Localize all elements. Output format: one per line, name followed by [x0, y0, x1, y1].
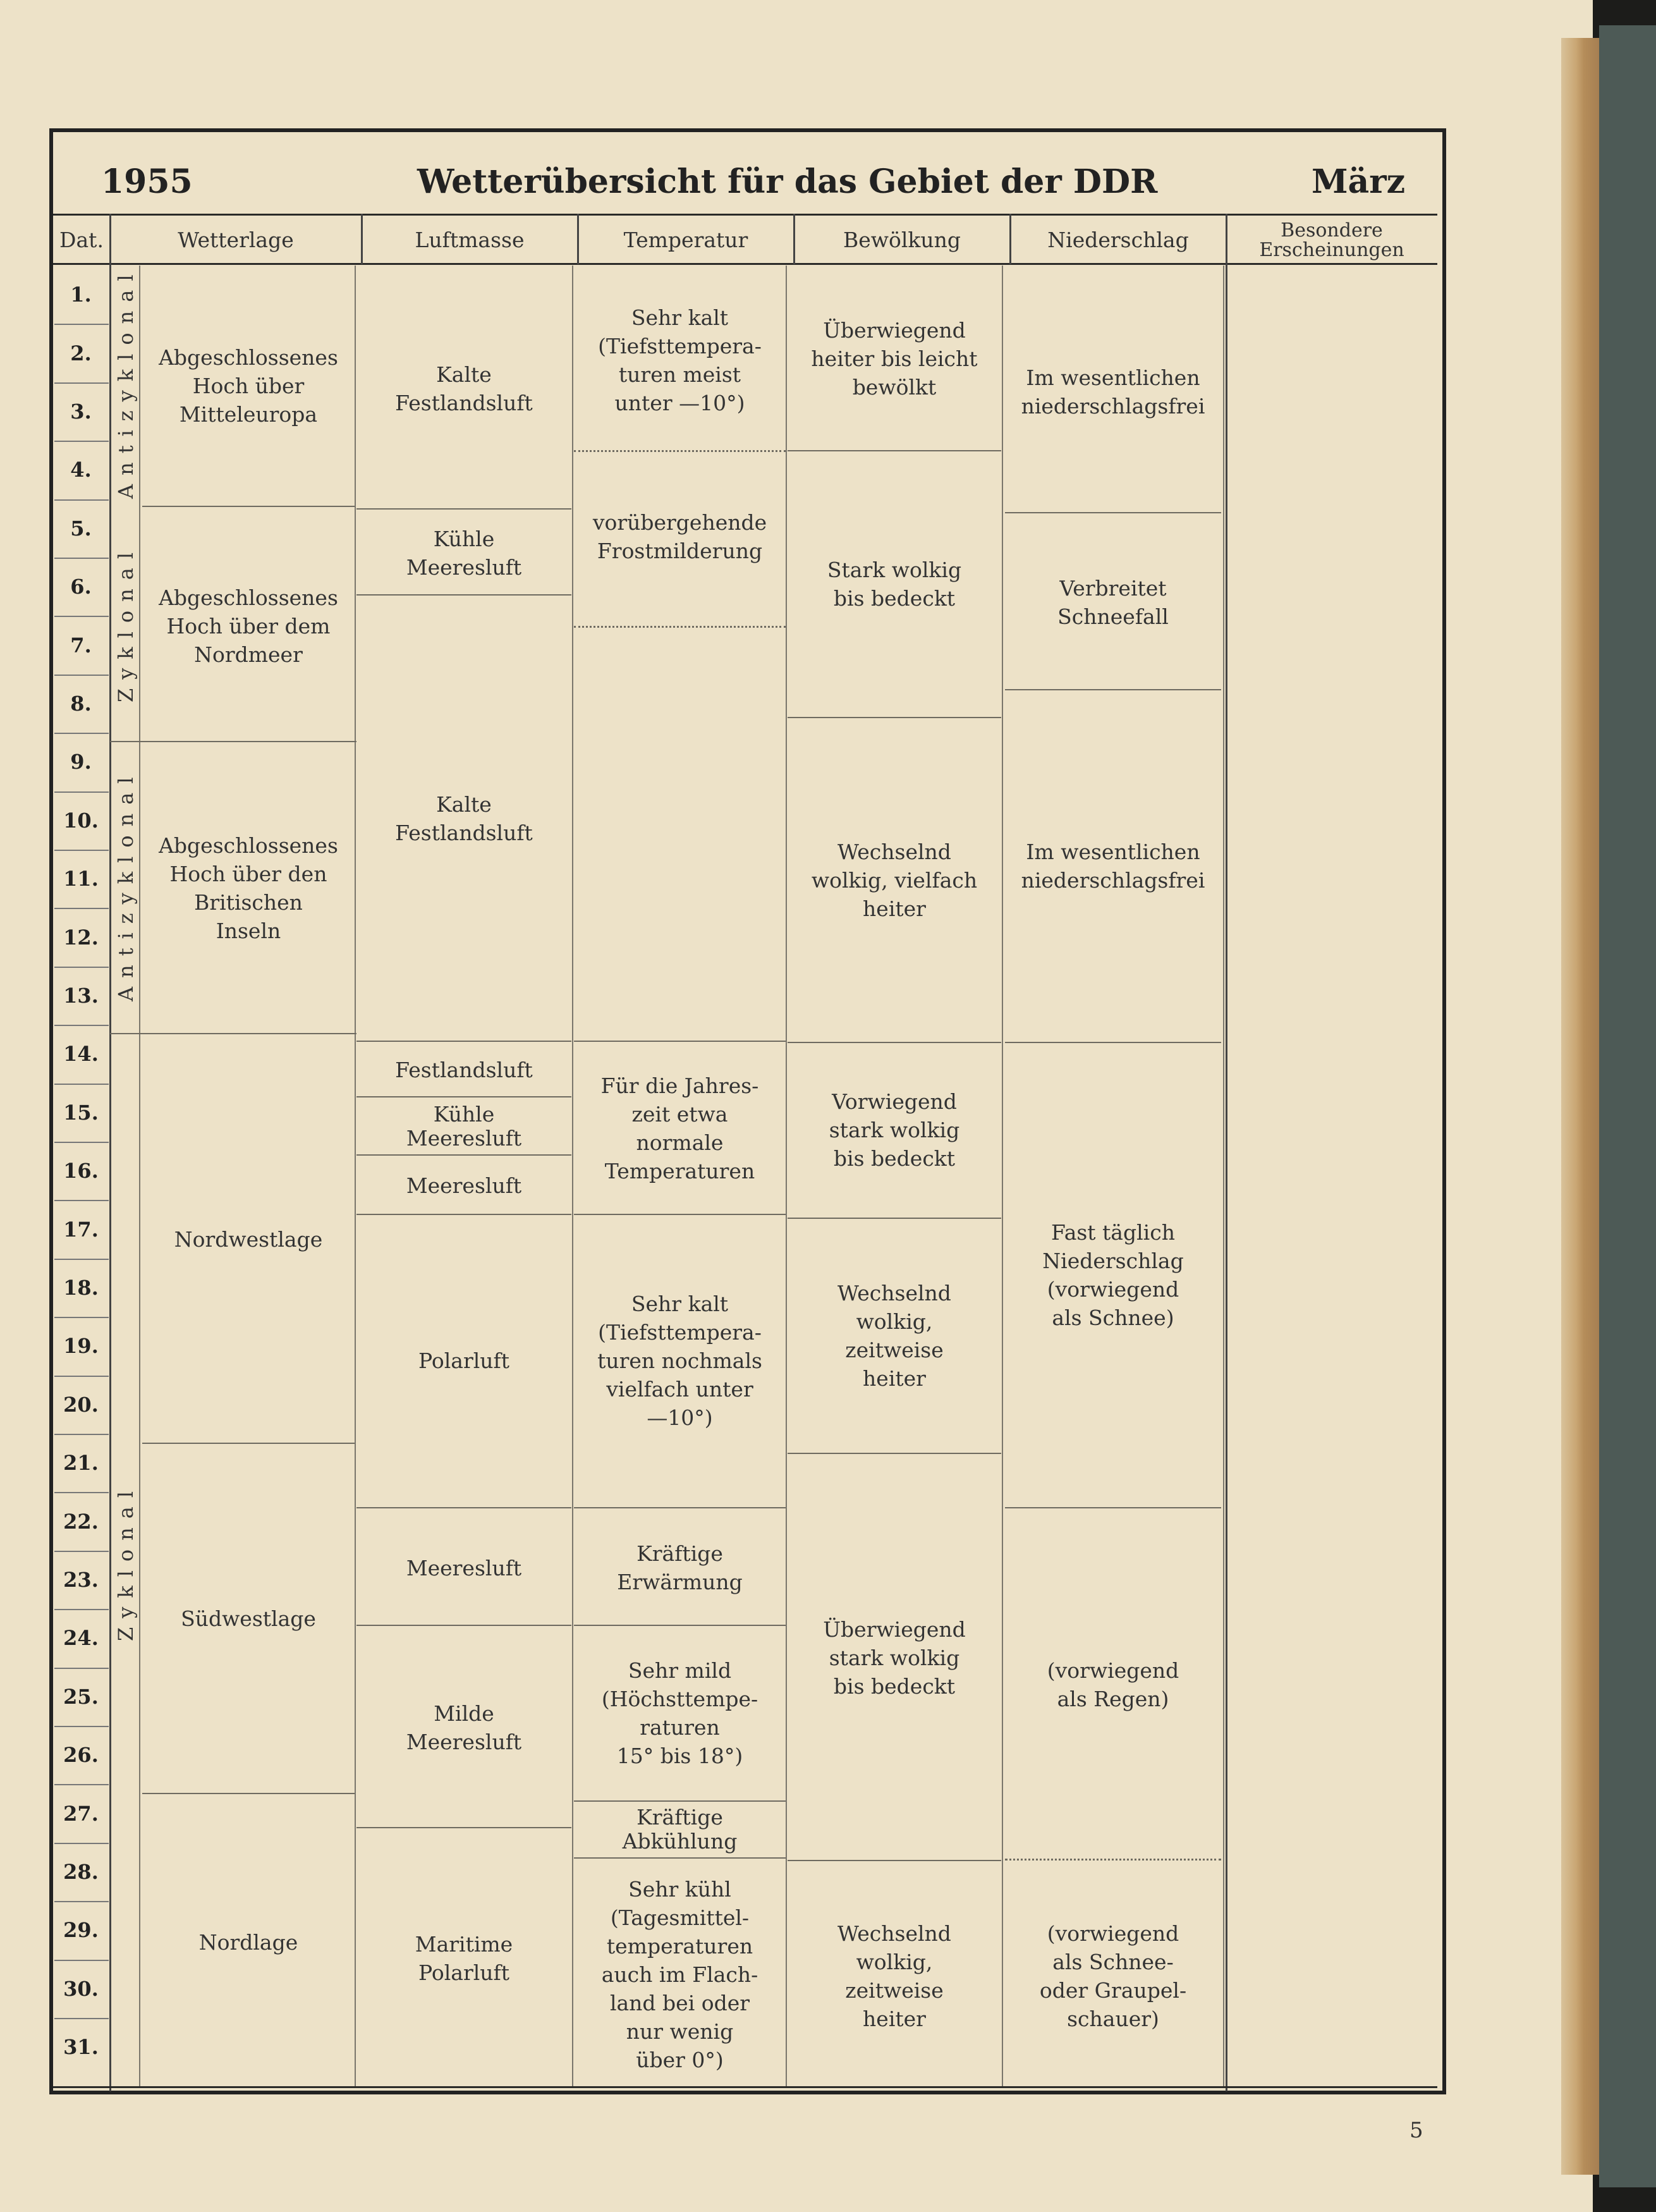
- zyklo-divider: [139, 266, 140, 2086]
- day-rule: [54, 1259, 109, 1260]
- day-rule: [54, 1843, 109, 1844]
- day-rule: [54, 1317, 109, 1318]
- col-header-temperatur: Temperatur: [623, 227, 748, 252]
- day-rule: [54, 1901, 109, 1902]
- col-header-dat: Dat.: [59, 227, 104, 252]
- day-number: 6.: [70, 575, 92, 599]
- row-rule: [356, 1154, 571, 1156]
- col-line: [1002, 266, 1003, 2086]
- col-line: [361, 214, 363, 264]
- zyklo-label: Zyklonal: [114, 1482, 138, 1641]
- temperatur-cell: Für die Jahres- zeit etwa normale Temperaturen: [600, 1073, 759, 1183]
- row-rule-dotted: [1005, 1859, 1221, 1861]
- day-number: 4.: [70, 458, 92, 482]
- row-rule: [356, 1507, 571, 1508]
- day-number: 14.: [63, 1042, 99, 1066]
- temperatur-cell: Kräftige Abkühlung: [622, 1805, 738, 1854]
- page-title: Wetterübersicht für das Gebiet der DDR: [417, 162, 1158, 201]
- luftmasse-cell: Meeresluft: [406, 1555, 522, 1580]
- col-header-besondere: Besondere Erscheinungen: [1259, 219, 1404, 261]
- row-rule-dotted: [574, 450, 786, 452]
- col-line: [786, 266, 787, 2086]
- day-number: 13.: [63, 983, 99, 1008]
- day-rule: [54, 1609, 109, 1610]
- row-rule: [142, 506, 355, 507]
- day-number: 24.: [63, 1626, 99, 1651]
- day-rule: [54, 908, 109, 909]
- day-number: 31.: [63, 2035, 99, 2060]
- day-number: 2.: [70, 341, 92, 365]
- day-rule: [54, 1668, 109, 1669]
- bewoelkung-cell: Vorwiegend stark wolkig bis bedeckt: [829, 1089, 960, 1171]
- day-number: 8.: [70, 691, 92, 716]
- day-number: 20.: [63, 1392, 99, 1417]
- row-rule: [574, 1507, 786, 1508]
- row-rule: [356, 1096, 571, 1097]
- header-top-rule: [53, 214, 1437, 216]
- row-rule-dotted: [574, 626, 786, 628]
- row-rule: [574, 1800, 786, 1802]
- page-number: 5: [1409, 2118, 1423, 2143]
- col-line: [577, 214, 579, 264]
- day-number: 21.: [63, 1451, 99, 1476]
- table-bottom-rule: [53, 2086, 1437, 2088]
- day-number: 15.: [63, 1100, 99, 1125]
- day-rule: [54, 733, 109, 734]
- wetterlage-cell: Nordwestlage: [174, 1226, 323, 1252]
- zyklo-label: Antizyklonal: [114, 266, 138, 499]
- day-number: 23.: [63, 1567, 99, 1592]
- zyklo-label: Antizyklonal: [114, 768, 138, 1002]
- day-rule: [54, 1784, 109, 1785]
- day-rule: [54, 324, 109, 325]
- luftmasse-cell: Polarluft: [418, 1348, 510, 1373]
- day-number: 25.: [63, 1684, 99, 1709]
- luftmasse-cell: Maritime Polarluft: [415, 1931, 513, 1985]
- book-binding: [1599, 25, 1656, 2187]
- col-line: [1223, 266, 1224, 2086]
- row-rule: [788, 1860, 1001, 1861]
- day-number: 9.: [70, 750, 92, 774]
- day-rule: [54, 967, 109, 968]
- day-rule: [54, 1084, 109, 1085]
- day-number: 28.: [63, 1859, 99, 1884]
- col-header-luftmasse: Luftmasse: [415, 227, 525, 252]
- month: März: [1312, 162, 1406, 201]
- day-rule: [54, 675, 109, 676]
- row-rule: [574, 1041, 786, 1042]
- temperatur-cell: Sehr kalt (Tiefsttempera- turen nochmals vielfach unter —10°): [597, 1292, 762, 1430]
- bewoelkung-cell: Wechselnd wolkig, vielfach heiter: [811, 840, 978, 921]
- day-number: 16.: [63, 1159, 99, 1183]
- col-line: [109, 214, 111, 2091]
- luftmasse-cell: Kühle Meeresluft: [406, 527, 522, 580]
- row-rule: [356, 1214, 571, 1215]
- niederschlag-cell: Verbreitet Schneefall: [1057, 575, 1169, 629]
- col-line: [1009, 214, 1011, 264]
- day-rule: [54, 1434, 109, 1435]
- col-header-niederschlag: Niederschlag: [1047, 227, 1189, 252]
- niederschlag-cell: Im wesentlichen niederschlagsfrei: [1021, 840, 1205, 893]
- luftmasse-cell: Kühle Meeresluft: [406, 1102, 522, 1151]
- day-rule: [54, 1025, 109, 1026]
- day-number: 12.: [63, 925, 99, 950]
- day-number: 26.: [63, 1743, 99, 1768]
- row-rule: [142, 1443, 355, 1444]
- day-rule: [54, 1960, 109, 1961]
- row-rule: [356, 1827, 571, 1828]
- row-rule: [788, 1218, 1001, 1219]
- day-number: 30.: [63, 1976, 99, 2001]
- zyklo-label: Zyklonal: [114, 543, 138, 702]
- day-rule: [54, 1142, 109, 1143]
- day-number: 1.: [70, 283, 92, 307]
- temperatur-cell: Sehr kühl (Tagesmittel- temperaturen auch im Flach- land bei oder nur wenig über 0°): [601, 1876, 758, 2072]
- day-rule: [54, 2018, 109, 2019]
- col-header-wetterlage: Wetterlage: [178, 227, 294, 252]
- temperatur-cell: Sehr kalt (Tiefsttempera- turen meist unter —10°): [598, 305, 762, 415]
- day-number: 22.: [63, 1509, 99, 1534]
- luftmasse-cell: Festlandsluft: [395, 1058, 533, 1082]
- bewoelkung-cell: Wechselnd wolkig, zeitweise heiter: [837, 1921, 951, 2031]
- wetterlage-cell: Abgeschlossenes Hoch über dem Nordmeer: [159, 585, 338, 667]
- day-rule: [54, 499, 109, 501]
- row-rule: [142, 1793, 355, 1794]
- row-rule: [788, 450, 1001, 451]
- bewoelkung-cell: Überwiegend stark wolkig bis bedeckt: [823, 1616, 966, 1699]
- row-rule: [1005, 1042, 1221, 1043]
- col-line: [572, 266, 573, 2086]
- header-bottom-rule: [53, 263, 1437, 265]
- temperatur-cell: vorübergehende Frostmilderung: [592, 510, 767, 563]
- niederschlag-cell: (vorwiegend als Schnee- oder Graupel- schauer): [1039, 1921, 1187, 2031]
- day-number: 19.: [63, 1334, 99, 1359]
- day-number: 7.: [70, 633, 92, 657]
- day-rule: [54, 1376, 109, 1377]
- day-number: 18.: [63, 1275, 99, 1300]
- row-rule: [574, 1857, 786, 1859]
- day-rule: [54, 1200, 109, 1201]
- wetterlage-cell: Abgeschlossenes Hoch über den Britischen Inseln: [159, 833, 338, 943]
- section-rule: [110, 1033, 356, 1034]
- day-rule: [54, 558, 109, 559]
- day-number: 3.: [70, 399, 92, 424]
- day-number: 29.: [63, 1918, 99, 1943]
- page-edge: [1561, 38, 1599, 2175]
- year: 1955: [101, 162, 193, 201]
- day-rule: [54, 1726, 109, 1727]
- row-rule: [574, 1214, 786, 1215]
- niederschlag-cell: (vorwiegend als Regen): [1047, 1658, 1179, 1711]
- day-rule: [54, 382, 109, 384]
- row-rule: [356, 1041, 571, 1042]
- row-rule: [1005, 689, 1221, 690]
- day-number: 11.: [63, 867, 99, 891]
- section-rule: [110, 741, 356, 742]
- col-line: [793, 214, 795, 264]
- row-rule: [356, 594, 571, 596]
- row-rule: [1005, 512, 1221, 513]
- temperatur-cell: Kräftige Erwärmung: [617, 1541, 743, 1594]
- niederschlag-cell: Im wesentlichen niederschlagsfrei: [1021, 365, 1205, 419]
- row-rule: [788, 717, 1001, 718]
- wetterlage-cell: Abgeschlossenes Hoch über Mitteleuropa: [159, 345, 338, 427]
- bewoelkung-cell: Wechselnd wolkig, zeitweise heiter: [837, 1280, 951, 1391]
- row-rule: [574, 1625, 786, 1626]
- bewoelkung-cell: Stark wolkig bis bedeckt: [827, 557, 962, 611]
- row-rule: [788, 1042, 1001, 1043]
- day-rule: [54, 616, 109, 617]
- wetterlage-cell: Südwestlage: [181, 1606, 316, 1631]
- col-header-bewoelkung: Bewölkung: [843, 227, 961, 252]
- day-rule: [54, 1492, 109, 1493]
- luftmasse-cell: Milde Meeresluft: [406, 1701, 522, 1754]
- day-number: 17.: [63, 1217, 99, 1242]
- day-number: 10.: [63, 808, 99, 833]
- temperatur-cell: Sehr mild (Höchsttempe- raturen 15° bis 18°): [601, 1658, 758, 1768]
- luftmasse-cell: Kalte Festlandsluft: [395, 362, 533, 415]
- row-rule: [356, 508, 571, 510]
- bewoelkung-cell: Überwiegend heiter bis leicht bewölkt: [811, 318, 978, 400]
- day-rule: [54, 1551, 109, 1552]
- day-number: 27.: [63, 1801, 99, 1826]
- day-rule: [54, 850, 109, 851]
- day-rule: [54, 791, 109, 793]
- row-rule: [356, 1625, 571, 1626]
- col-line: [1226, 214, 1227, 2091]
- day-rule: [54, 441, 109, 442]
- luftmasse-cell: Meeresluft: [406, 1173, 522, 1198]
- row-rule: [1005, 1507, 1221, 1508]
- luftmasse-cell: Kalte Festlandsluft: [395, 792, 533, 845]
- wetterlage-cell: Nordlage: [198, 1930, 298, 1955]
- row-rule: [788, 1453, 1001, 1454]
- day-number: 5.: [70, 516, 92, 541]
- niederschlag-cell: Fast täglich Niederschlag (vorwiegend als Schnee): [1042, 1220, 1184, 1330]
- col-line: [355, 266, 356, 2086]
